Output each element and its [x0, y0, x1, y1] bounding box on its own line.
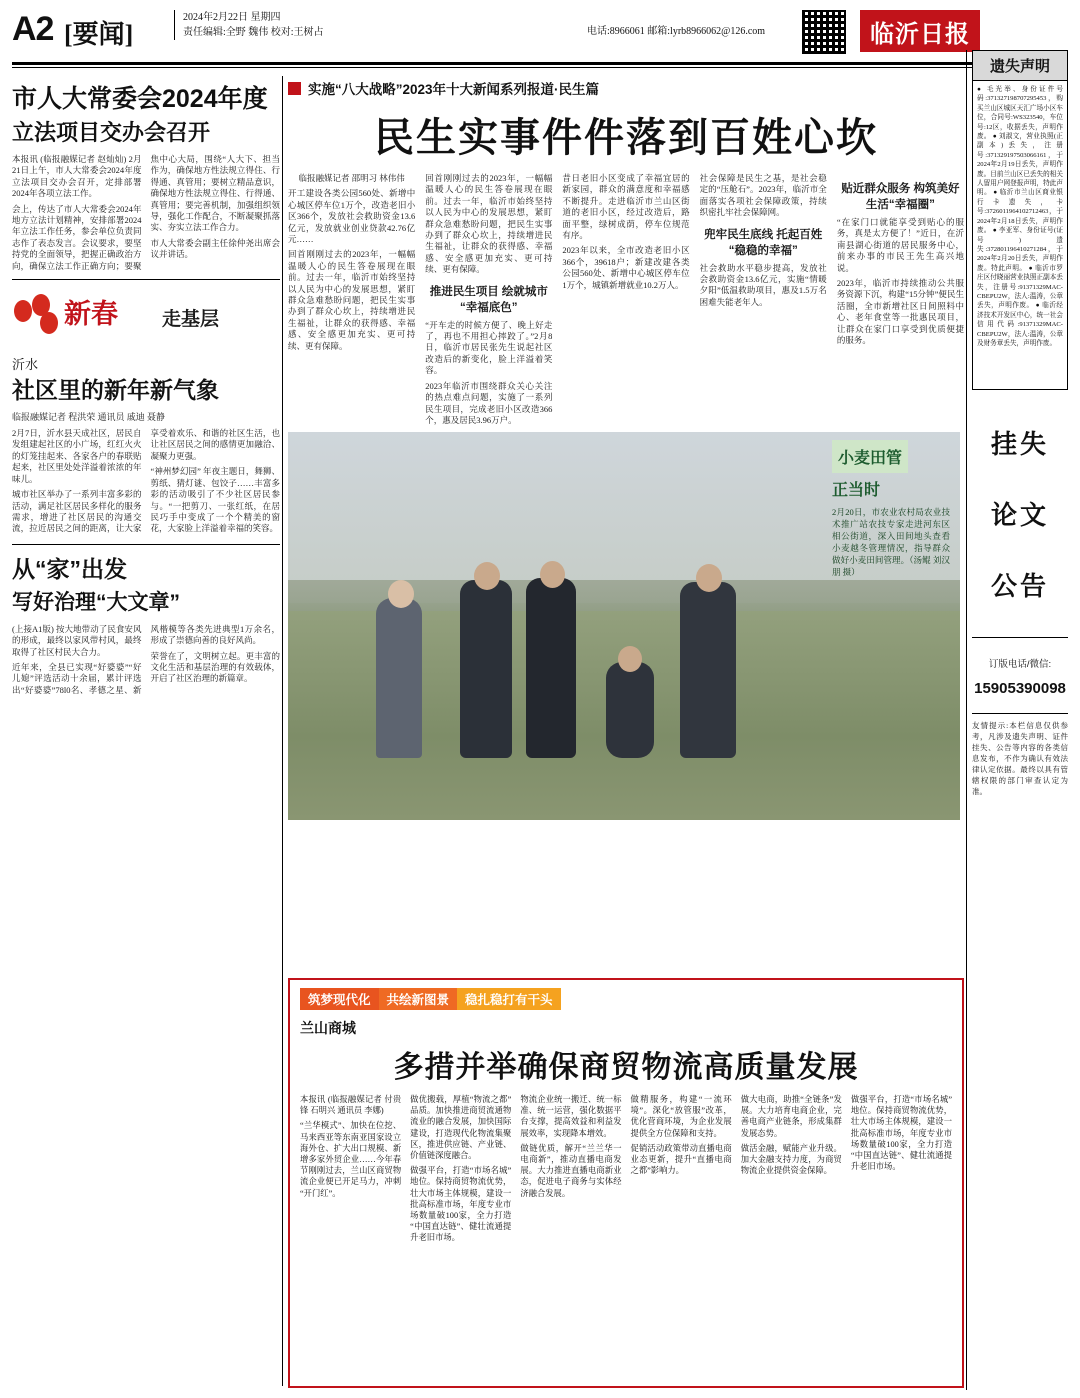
redbox-col-4: [631, 1094, 732, 1244]
mid-body-8: 社会保障是民生之基，是社会稳定的“压舱石”。2023年，临沂市全面落实各项社会保障政策，持续织密扎牢社会保障网。: [699, 173, 827, 218]
redbox-col-6: [851, 1094, 952, 1244]
redbox-byline: 本报讯 (临报融媒记者 付贵锋 石明兴 通讯员 李娜): [300, 1095, 402, 1116]
classifieds-body: ● 毛光举、身份证件号码:371327198707295453，购买兰山区城区天汇广场小区车位，合同号:WS323540，车位号:12区，收据丢失，声明作废。 ● 刘淑文，营业执照(正副本)丢失，注册号:371329197503066161，于2024年2月19日丢失，声明作废。目前兰山区已丢失的相关人留用户网登报声明，特此声明。 ● 临沂市兰山区商业银行卡遗失，卡号:3726011964102712463，于2024年2月18日丢失，声明作废。 ● 李亚军、身份证号(证号)遗失:372801196410271284，于2024年2月20日丢失，声明作废。特此声明。 ● 临沂市罗庄区付晓丽营业执照正副本丢失，注册号:91371329MAC-CBEPU2W，法人:温涛，公章丢失，声明作废。 ● 临沂经济技术开发区中心，统一社会信用代码:91371329MAC-CBEPU2W，法人:温涛，公章及财务章丢失，声明作废。: [972, 81, 1068, 390]
mid-col-5: [837, 173, 964, 426]
mid-body-1: 开工建设各类公园560处、新增中心城区停车位1万个，改造老旧小区366个，发放社会救助资金13.6亿元，发放就业创业贷款42.76亿元……: [288, 188, 416, 245]
masthead-rule: [12, 62, 1068, 65]
classifieds-title: 遗失声明: [972, 50, 1068, 81]
order-label: 订版电话/微信:: [988, 659, 1052, 670]
column-divider-right: [966, 50, 967, 1390]
mid-col-4: [700, 173, 827, 426]
redbox-body-1: “兰华模式”、加快在位挖、马来西亚等东南亚国家设立海外仓、扩大出口规模、新增多家外贸企业……今年春节刚刚过去，兰山区商贸物流企业便已开足马力，冲刺“开门红”。: [300, 1121, 402, 1198]
mid-col-2: [425, 173, 552, 426]
classified-category-lunwen[interactable]: 论文: [990, 500, 1049, 530]
paper-logo: 临沂日报: [860, 10, 980, 52]
home-body-2: 近年来，全县已实现“好婆婆”“好儿媳”评选活动十余届，累计评选出“好婆婆”78l0名、孝德之星、新风楷模等各类先进典型1万余名，形成了崇德向善的良好风尚。: [12, 623, 280, 695]
mid-body-2: 回首刚刚过去的2023年，一幅幅温暖人心的民生答卷展现在眼前。过去一年，临沂市始终坚持以人民为中心的发展思想，紧盯群众急难愁盼问题，把民生实事办到了群众心坎上，持续增进民生福祉，让群众的获得感、幸福感、安全感更加充实、更可持续、更有保障。: [288, 249, 416, 351]
ribbon-part-1: 筑梦现代化: [300, 988, 379, 1010]
page-number: A2: [12, 10, 54, 48]
mid-body-4: “开车走的时候方便了、晚上好走了，再也不用担心摔跤了。”2月8日，临沂市居民张先生说起社区改造后的新变化，脸上洋溢着笑容。: [425, 319, 553, 376]
home-body-3: 荣誉在了，文明树立起。更丰富的文化生活和基层治理的有效载体，开启了社区治理的新篇章。: [150, 650, 280, 684]
community-body-1: 2月7日，沂水县天成社区，居民自发组建起社区的小广场，红红火火的灯笼挂起来、各家各户的春联贴起来，社区里处处洋溢着浓浓的年味儿。: [12, 428, 142, 484]
xinchun-title: 新春: [64, 299, 118, 330]
date-block: [174, 10, 333, 40]
npc-body-1: 会上，传达了市人大常委会2024年地方立法计划精神，安排部署2024年立法工作任务，参会单位负责同志作了表态发言。会议要求，要坚持党的全面领导，把握正确政治方向，确保立法工作正确方向；要聚焦中心大局，围绕“人大下、担当作为，确保地方性法规立得住、行得通、真管用；要树立精品意识，确保地方性法规立得住、行得通、真管用；要完善机制，加强组织领导，强化工作配合，不断凝聚抓落实、夯实立法工作合力。: [12, 154, 280, 271]
redbox-body-4: 物流企业统一搬迁、统一标准、统一运营，强化数据平台支撑，提高效益和利益发展效率，实现降本增效。: [520, 1095, 622, 1138]
qr-code-icon: [802, 10, 846, 54]
photo-sidebar: [832, 440, 950, 578]
red-square-icon: [288, 82, 301, 95]
series-label: 实施“八大战略”2023年十大新闻系列报道·民生篇: [308, 82, 600, 97]
column-divider-left: [282, 76, 283, 1386]
wheat-subtitle: 正当时: [832, 482, 881, 500]
dateline-place: 沂水: [12, 357, 39, 373]
mid-body-6: 昔日老旧小区变成了幸福宜居的新家园，群众的满意度和幸福感不断提升。走进临沂市兰山区街道的老旧小区，经过改造后，路面平整，绿树成荫，停车位规范有序。: [562, 173, 690, 241]
photo-person-5: [680, 582, 736, 758]
divider-1: [12, 279, 280, 280]
mid-body-3: 回首刚刚过去的2023年，一幅幅温暖人心的民生答卷展现在眼前。过去一年，临沂市始终坚持以人民为中心的发展思想，紧盯群众急难愁盼问题，把民生实事办到了群众心坎上，持续增进民生福祉，让群众的获得感、幸福感、安全感更加充实、更可持续、更有保障。: [425, 173, 553, 275]
redbox-body-5: 做链优质，解开“兰兰华一电商新”，推动直播电商发展。大力推进直播电商新业态，促进电子商务与实体经济融合发展。: [520, 1143, 622, 1198]
photo-person-4-crouching: [606, 662, 654, 758]
date-line: 2024年2月22日 星期四: [183, 12, 281, 23]
headline-community: 社区里的新年新气象: [12, 377, 219, 404]
left-column: [12, 76, 280, 1386]
wheat-badge: 小麦田管: [832, 440, 908, 473]
redbox-body-7: 促销活动政策带动直播电商业态更新，提升“直播电商之都”影响力。: [630, 1143, 732, 1176]
mid-col-3: [562, 173, 689, 426]
classified-category-guashi[interactable]: 挂失: [990, 429, 1049, 459]
community-body-2: 城市社区举办了一系列丰富多彩的活动，满足社区居民多样化的服务需求，增进了社区居民的沟通交流，拉近居民之间的距离，让大家享受着欢乐、和谐的社区生活，也让社区居民之间的感情更加融洽、凝聚力更强。: [12, 428, 280, 534]
headline-home-2: 写好治理“大文章”: [12, 590, 180, 614]
headline-npc-1: 市人大常委会2024年度: [12, 85, 268, 113]
ribbon-part-2: 共绘新图景: [379, 988, 458, 1010]
main-headline: 民生实事件件落到百姓心坎: [374, 116, 878, 160]
contact-line: 电话:8966061 邮箱:lyrb8966062@126.com: [587, 26, 766, 37]
classifieds-column: [972, 50, 1068, 1390]
ribbon-banner: [300, 988, 952, 1010]
redbox-body-10: 做强平台，打造“市场名城”地位。保持商贸物流优势，壮大市场主体规模，建设一批高标准市场，年度专业市场数量破100家，全力打造“中国直达链”、健壮流通提升老旧市场。: [850, 1095, 953, 1172]
redbox-headline: 多措并举确保商贸物流高质量发展: [393, 1051, 859, 1084]
xinchun-sub: 走基层: [162, 309, 220, 331]
redbox-body-6: 做精服务，构建“一流环境”。深化“放管服”改革，优化营商环境，为企业发展提供全方位保障和支持。: [630, 1095, 732, 1138]
redbox-body-8: 做大电商，助推“全链条”发展。大力培育电商企业，完善电商产业链条，形成集群发展态势。: [740, 1095, 842, 1138]
headline-npc-2: 立法项目交办会召开: [12, 120, 211, 145]
redbox-columns: [300, 1094, 952, 1244]
photo-person-3: [526, 578, 576, 758]
section-name: [要闻]: [64, 20, 134, 49]
mid-article-columns: [288, 173, 964, 426]
mid-subhead-2: 兜牢民生底线 托起百姓“稳稳的幸福”: [704, 228, 823, 257]
headline-home-1: 从“家”出发: [12, 555, 127, 582]
redbox-body-9: 做活金融，赋能产业升级。加大金融支持力度，为商贸物流企业提供资金保障。: [740, 1143, 842, 1176]
mid-subhead-1: 推进民生项目 绘就城市“幸福底色”: [429, 285, 548, 314]
masthead: [12, 8, 1068, 60]
community-byline: 临报融媒记者 程洪荣 通讯员 戚迪 聂静: [12, 412, 166, 423]
photo-caption: 2月20日，市农业农村局农业技术推广站农技专家走进河东区相公街道，深入田间地头查看小麦越冬管理情况，指导群众做好小麦田间管理。（汤鲲 刘汉朋 摄）: [832, 507, 950, 578]
classifieds-disclaimer: 友情提示:本栏信息仅供参考，凡涉及遗失声明、证件挂失、公告等内容的各类信息发布，不作为确认有效法律认定依据。最终以具有管辖权限的部门审查认定为准。: [972, 713, 1068, 797]
lantern-icon: [14, 294, 60, 338]
redbox-body-2: 做优搬载，厚植“物流之都”品质。加快推进商贸流通物流业的融合发展，加快国际建设，打造现代化物流集聚区，推进供应链、产业链、价值链深度融合。: [410, 1095, 512, 1161]
photo-person-2: [460, 580, 512, 758]
redbox-col-3: [520, 1094, 621, 1244]
divider-2: [12, 544, 280, 545]
mid-byline: 临报融媒记者 邵明习 林伟伟: [298, 173, 405, 183]
photo-person-1: [376, 598, 422, 758]
xinchun-banner: [12, 290, 280, 348]
mid-col-1: [288, 173, 415, 426]
field-photo: [288, 432, 960, 820]
mid-body-9: 社会救助水平稳步提高，发放社会救助资金13.6亿元，实施“情暖夕阳”低温救助项目，惠及1.5万名困难失能老年人。: [699, 262, 827, 307]
redbox-place: 兰山商城: [300, 1020, 356, 1036]
redbox-body-3: 做强平台，打造“市场名城”地位。保持商贸物流优势，壮大市场主体规模，建设一批高标准市场，年度专业市场数量破100家，全力打造“中国直达链”、健壮流通提升老旧市场。: [410, 1166, 512, 1243]
classifieds-divider: [972, 637, 1068, 638]
npc-byline: 本报讯 (临报融媒记者 赵灿灿) 2月21日上午，市人大常委会2024年度立法项目交办会召开，定排部署2024年各项立法工作。: [12, 154, 142, 199]
mid-body-10: “在家门口就能享受到贴心的服务，真是太方便了！”近日，在沂南县湖心街道的居民服务中心，前来办事的市民王先生高兴地说。: [836, 217, 965, 273]
ribbon-part-3: 稳扎稳打有干头: [457, 988, 561, 1010]
npc-body-2: 市人大常委会副主任徐仲尧出席会议并讲话。: [150, 237, 280, 260]
mid-body-5: 2023年临沂市围绕群众关心关注的热点难点问题，实施了一系列民生项目，完成老旧小区改造366个，惠及居民3.96万户。: [425, 380, 553, 425]
classified-category-gonggao[interactable]: 公告: [990, 571, 1049, 601]
mid-body-11: 2023年，临沂市持续推动公共服务资源下沉，构建“15分钟”便民生活圈，全市新增社区日间照料中心、老年食堂等一批惠民项目，让群众在家门口享受到优质便捷的服务。: [836, 278, 965, 346]
redbox-col-2: [410, 1094, 511, 1244]
home-body-1: (上接A1版) 按大地带动了民食安风的形成，最终以家风带村风，最终取得了社区村民大合力。: [12, 623, 142, 657]
series-banner: [288, 78, 964, 98]
masthead-rule-thin: [12, 67, 1068, 68]
logistics-article-box: [288, 978, 964, 1388]
editor-line: 责任编辑:全野 魏伟 校对:王树占: [183, 27, 324, 38]
redbox-col-1: [300, 1094, 401, 1244]
redbox-col-5: [741, 1094, 842, 1244]
mid-subhead-3: 贴近群众服务 构筑美好生活“幸福圈”: [841, 183, 960, 211]
order-phone[interactable]: 15905390098: [974, 680, 1066, 697]
community-body-3: “神州梦幻园” 年夜主题日，舞狮、剪纸、猜灯谜、包饺子……丰富多彩的活动吸引了不少社区居民参与。“一把剪刀、一张红纸，在居民巧手中变成了一个个精美的窗花，大家脸上洋溢着幸福的笑容。: [150, 466, 280, 534]
mid-body-7: 2023年以来，全市改造老旧小区366个，39618户；新建改建各类公园560处、新增中心城区停车位1万个，城镇新增就业10.2万人。: [562, 245, 690, 290]
